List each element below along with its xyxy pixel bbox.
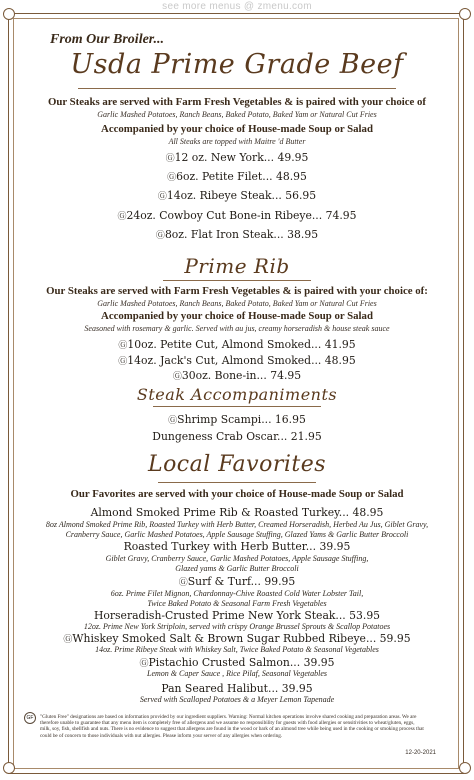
section-title-accompaniments: Steak Accompaniments	[136, 385, 338, 404]
menu-item	[18, 682, 456, 695]
item-description: Served with Scalloped Potatoes & a Meyer Lemon Tapenade	[139, 695, 335, 704]
title-underline	[78, 88, 396, 89]
menu-item	[18, 430, 456, 443]
gluten-free-icon: Ⓖ	[155, 231, 165, 241]
section-underline	[153, 406, 321, 407]
prime-rib-sides: Garlic Mashed Potatoes, Ranch Beans, Baked Potato, Baked Yam or Natural Cut Fries	[97, 299, 377, 308]
section-title-local-favorites: Local Favorites	[147, 452, 327, 477]
item-description: Giblet Gravy, Cranberry Sauce, Garlic Mashed Potatoes, Apple Sausage Stuffing,	[105, 554, 369, 563]
menu-item	[18, 151, 456, 164]
intro-text: From Our Broiler...	[50, 32, 164, 47]
item-label: Pan Seared Halibut... 39.95	[161, 682, 313, 695]
gluten-free-icon: Ⓖ	[165, 154, 175, 164]
item-label: Roasted Turkey with Herb Butter... 39.95	[123, 540, 351, 553]
item-label: 8oz. Flat Iron Steak... 38.95	[164, 228, 319, 241]
item-label: Almond Smoked Prime Rib & Roasted Turkey... 48.95	[90, 506, 384, 519]
menu-content	[18, 22, 456, 766]
item-description: Cranberry Sauce, Garlic Mashed Potatoes, Apple Sausage Stuffing, Glazed Yams & Garlic Butter Broccoli	[65, 530, 409, 539]
menu-item	[18, 609, 456, 622]
item-label: Whiskey Smoked Salt & Brown Sugar Rubbed Ribeye... 59.95	[72, 632, 411, 645]
steaks-topped: All Steaks are topped with Maitre 'd Butter	[168, 137, 306, 146]
favorites-intro: Our Favorites are served with your choice of House-made Soup or Salad	[70, 488, 404, 500]
steaks-paired: Our Steaks are served with Farm Fresh Vegetables & is paired with your choice of	[47, 96, 427, 108]
menu-date: 12-20-2021	[405, 750, 436, 756]
item-label: 14oz. Jack's Cut, Almond Smoked... 48.95	[127, 354, 356, 367]
item-description: Lemon & Caper Sauce , Rice Pilaf, Seasonal Vegetables	[147, 669, 327, 678]
menu-item	[18, 369, 456, 382]
prime-rib-accompanied: Accompanied by your choice of House-made Soup or Salad	[101, 310, 373, 322]
gluten-free-icon: Ⓖ	[63, 635, 73, 645]
allergen-disclaimer: "Gluten Free" designations are based on information provided by our ingredient suppliers. Warning: Normal kitchen operations involve shared cooking and preparation areas. We are therefore unable to guarantee that any menu item is completely free of allergens and we assume no responsibility for guests with food allergies or sensitivities to wheat/gluten, eggs, milk, soy, fish, shellfish and nuts. There is no evidence to suggest that allergens are found in the wood or bark of an almond tree while being used in the cooking or smoking process that could be of concern to those individuals with nut allergies. Please inform your server of any allergies when ordering.	[40, 714, 424, 739]
item-label: Horseradish-Crusted Prime New York Steak... 53.95	[93, 609, 381, 622]
menu-item	[18, 506, 456, 519]
corner-ornament	[459, 762, 471, 774]
menu-item	[18, 209, 456, 222]
item-description: 14oz. Prime Ribeye Steak with Whiskey Salt, Twice Baked Potato & Seasonal Vegetables	[95, 645, 379, 654]
menu-item	[18, 632, 456, 645]
menu-item	[18, 354, 456, 367]
steaks-accompanied: Accompanied by your choice of House-made Soup or Salad	[101, 123, 373, 135]
watermark: see more menus @ zmenu.com	[162, 1, 312, 12]
menu-item	[18, 413, 456, 426]
page-title: Usda Prime Grade Beef	[70, 49, 404, 80]
gluten-free-icon: Ⓖ	[172, 372, 182, 382]
item-label: 12 oz. New York... 49.95	[174, 151, 309, 164]
corner-ornament	[3, 8, 15, 20]
gluten-free-seal-icon: GF	[24, 712, 36, 724]
gluten-free-icon: Ⓖ	[117, 212, 127, 222]
corner-ornament	[459, 8, 471, 20]
item-label: Dungeness Crab Oscar... 21.95	[152, 430, 322, 443]
corner-ornament	[3, 762, 15, 774]
prime-rib-paired: Our Steaks are served with Farm Fresh Vegetables & is paired with your choice of:	[46, 285, 428, 297]
section-title-prime-rib: Prime Rib	[184, 254, 290, 278]
item-label: 14oz. Ribeye Steak... 56.95	[166, 189, 317, 202]
item-label: Pistachio Crusted Salmon... 39.95	[148, 656, 335, 669]
menu-item	[18, 540, 456, 553]
item-description: 12oz. Prime New York Striploin, served with crispy Orange Brussel Sprouts & Scallop Potatoes	[83, 622, 391, 631]
gluten-free-icon: Ⓖ	[118, 341, 128, 351]
menu-item	[18, 189, 456, 202]
item-label: 30oz. Bone-in... 74.95	[181, 369, 302, 382]
menu-item	[18, 228, 456, 241]
gluten-free-icon: Ⓖ	[178, 578, 188, 588]
item-description: 6oz. Prime Filet Mignon, Chardonnay-Chive Roasted Cold Water Lobster Tail,	[110, 589, 364, 598]
menu-item	[18, 575, 456, 588]
item-label: 10oz. Petite Cut, Almond Smoked... 41.95	[127, 338, 356, 351]
steaks-sides: Garlic Mashed Potatoes, Ranch Beans, Baked Potato, Baked Yam or Natural Cut Fries	[97, 110, 377, 119]
section-underline	[163, 280, 311, 281]
menu-item	[18, 338, 456, 351]
gluten-free-icon: Ⓖ	[168, 416, 178, 426]
prime-rib-seasoned: Seasoned with rosemary & garlic. Served with au jus, creamy horseradish & house steak sauce	[84, 324, 390, 333]
item-label: Shrimp Scampi... 16.95	[177, 413, 306, 426]
gluten-free-icon: Ⓖ	[118, 357, 128, 367]
item-label: Surf & Turf... 99.95	[187, 575, 296, 588]
menu-item	[18, 170, 456, 183]
item-description: Twice Baked Potato & Seasonal Farm Fresh Vegetables	[147, 599, 327, 608]
gluten-free-icon: Ⓖ	[167, 173, 177, 183]
item-label: 6oz. Petite Filet... 48.95	[176, 170, 307, 183]
item-label: 24oz. Cowboy Cut Bone-in Ribeye... 74.95	[126, 209, 357, 222]
gluten-free-icon: Ⓖ	[157, 192, 167, 202]
item-description: 8oz Almond Smoked Prime Rib, Roasted Turkey with Herb Butter, Creamed Horseradish, Herbed Au Jus, Giblet Gravy,	[45, 520, 429, 529]
item-description: Glazed yams & Garlic Butter Broccoli	[175, 564, 299, 573]
section-underline	[158, 482, 316, 483]
menu-item	[18, 656, 456, 669]
gluten-free-icon: Ⓖ	[139, 659, 149, 669]
